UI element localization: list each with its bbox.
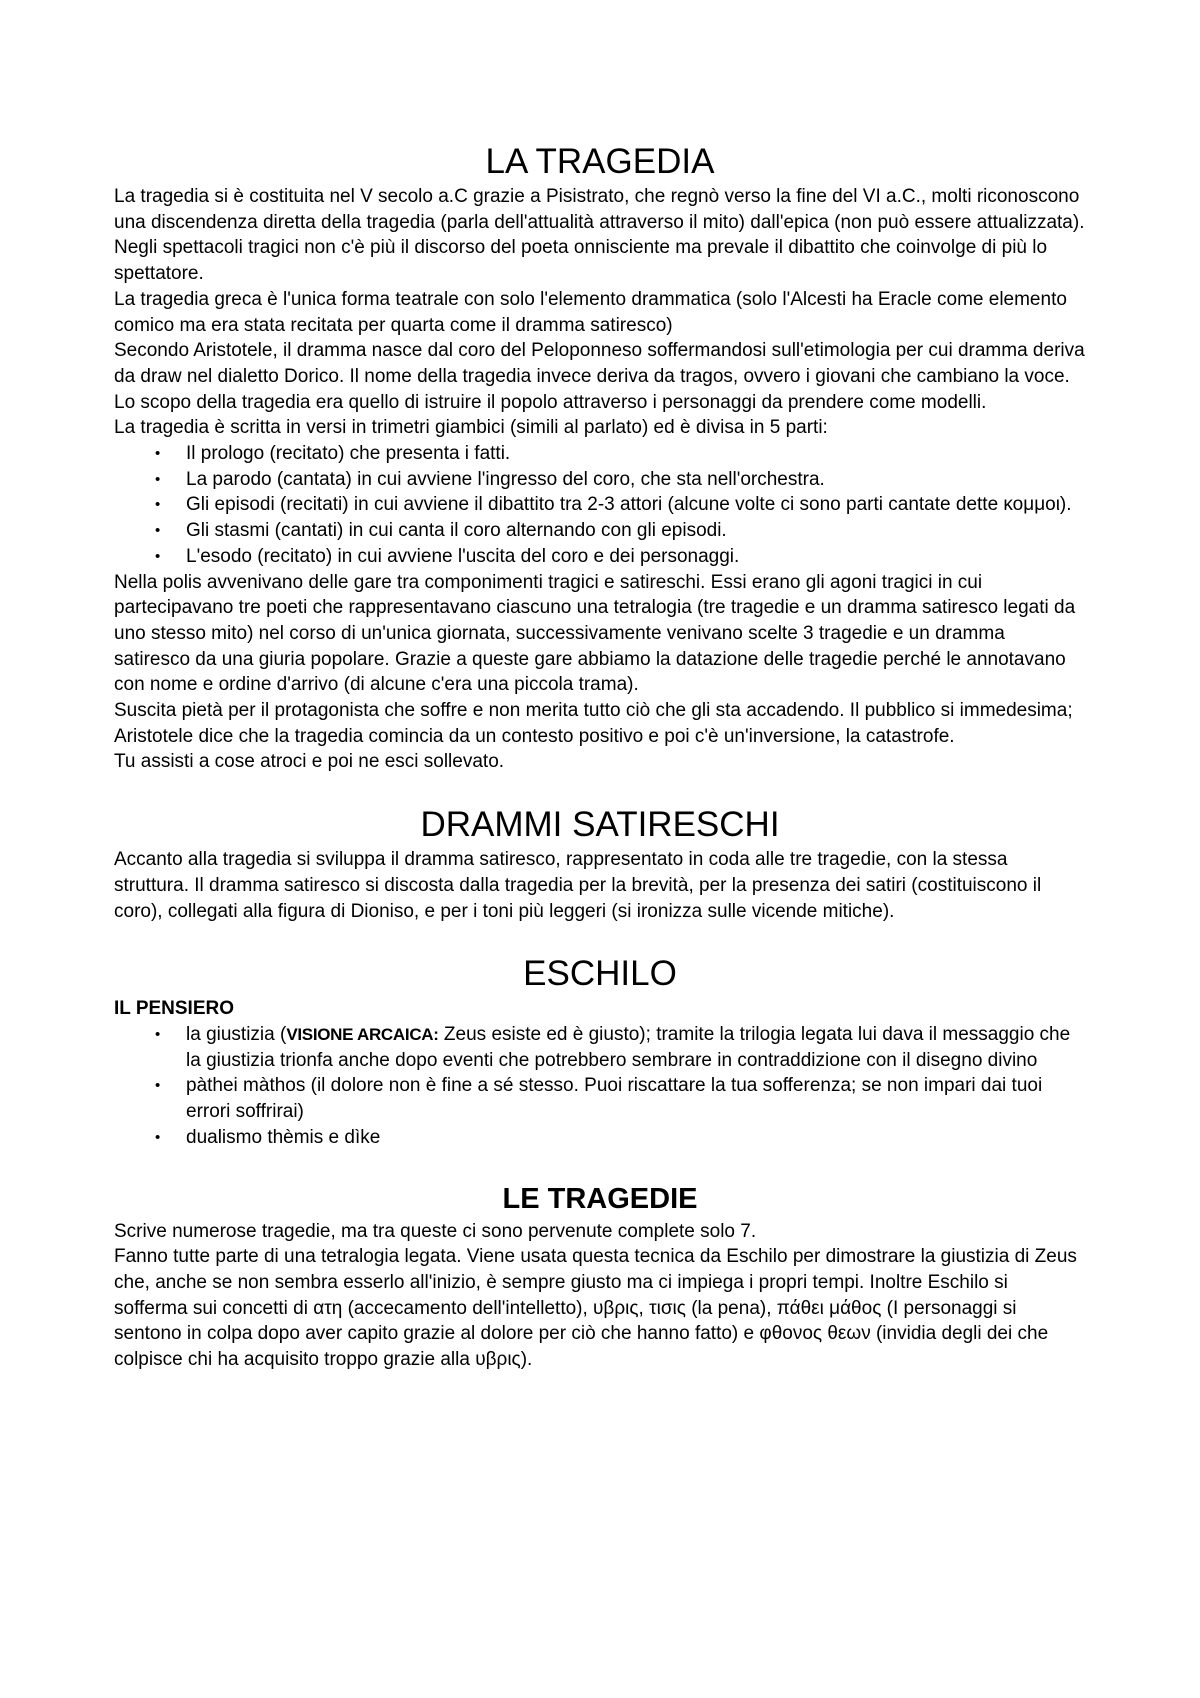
list-item [155, 441, 1086, 467]
paragraph: Nella polis avvenivano delle gare tra componimenti tragici e satireschi. Essi erano gli agoni tragici in cui partecipavano tre poeti che rappresentavano ciascuno una tetralogia (tre tragedie e un dramma satiresco legati da uno stesso mito) nel corso di un'unica giornata, successivamente venivano scelte 3 tragedie e un dramma satiresco da una giuria popolare. Grazie a queste gare abbiamo la datazione delle tragedie perché le annotavano con nome e ordine d'arrivo (di alcune c'era una piccola trama). [114, 571, 1076, 696]
list-item-text-pre: la giustizia ( [186, 1023, 287, 1045]
list-item-text: Il prologo (recitato) che presenta i fatti. [186, 443, 511, 465]
list-item [155, 1073, 1086, 1124]
paragraph: Accanto alla tragedia si sviluppa il dramma satiresco, rappresentato in coda alle tre tragedie, con la stessa struttura. Il dramma satiresco si discosta dalla tragedia per la brevità, per la presenza dei satiri (costituiscono il coro), collegati alla figura di Dioniso, e per i toni più leggeri (si ironizza sulle vicende mitiche). [114, 849, 1042, 922]
section-eschilo [114, 952, 1086, 1150]
bullet-icon: • [155, 547, 161, 565]
list-item-text-post: Zeus esiste ed è giusto); tramite la trilogia legata lui dava il messaggio che la giustizia trionfa anche dopo eventi che potrebbero sembrare in contraddizione con il disegno divino [186, 1023, 1071, 1071]
list-item-text: Gli episodi (recitati) in cui avviene il dibattito tra 2-3 attori (alcune volte ci sono parti cantate dette κομμοι). [186, 494, 1072, 516]
paragraph: Fanno tutte parte di una tetralogia legata. Viene usata questa tecnica da Eschilo per dimostrare la giustizia di Zeus che, anche se non sembra esserlo all'inizio, è sempre giusto ma ci impiega i propri tempi. Inoltre Eschilo si sofferma sui concetti di ατη (accecamento dell'intelletto), υβρις, τισις (la pena), πάθει μάθος (I personaggi si sentono in colpa dopo aver capito grazie al dolore per ciò che hanno fatto) e φθονος θεων (invidia degli dei che colpisce chi ha acquisito troppo grazie alla υβρις). [114, 1246, 1077, 1371]
title-eschilo: ESCHILO [523, 954, 677, 994]
pensiero-list [114, 1022, 1086, 1151]
section-drammi-satireschi [114, 803, 1086, 924]
list-item [155, 544, 1086, 570]
title-le-tragedie: LE TRAGEDIE [502, 1182, 698, 1215]
title-tragedia: LA TRAGEDIA [485, 142, 715, 181]
bullet-icon: • [155, 1025, 161, 1043]
section-tragedia [114, 140, 1086, 775]
paragraph: Scrive numerose tragedie, ma tra queste ci sono pervenute complete solo 7. [114, 1220, 757, 1242]
list-item-text: Gli stasmi (cantati) in cui canta il coro alternando con gli episodi. [186, 520, 727, 542]
list-item-text-bold: VISIONE ARCAICA: [286, 1024, 439, 1044]
list-item-text: dualismo thèmis e dìke [186, 1126, 381, 1148]
tragedy-parts-list [114, 441, 1086, 570]
paragraph: La tragedia si è costituita nel V secolo a.C grazie a Pisistrato, che regnò verso la fine del VI a.C., molti riconoscono una discendenza diretta della tragedia (parla dell'attualità attraverso il mito) dall'epica (non può essere attualizzata). Negli spettacoli tragici non c'è più il discorso del poeta onnisciente ma prevale il dibattito che coinvolge di più lo spettatore. [114, 186, 1085, 285]
bullet-icon: • [155, 496, 161, 514]
paragraph: Lo scopo della tragedia era quello di istruire il popolo attraverso i personaggi da prendere come modelli. [114, 391, 987, 413]
bullet-icon: • [155, 470, 161, 488]
bullet-icon: • [155, 522, 161, 540]
paragraph: La tragedia è scritta in versi in trimetri giambici (simili al parlato) ed è divisa in 5 parti: [114, 417, 828, 439]
list-item [155, 518, 1086, 544]
paragraph: Secondo Aristotele, il dramma nasce dal coro del Peloponneso soffermandosi sull'etimologia per cui dramma deriva da draw nel dialetto Dorico. Il nome della tragedia invece deriva da tragos, ovvero i giovani che cambiano la voce. [114, 340, 1085, 387]
list-item [155, 492, 1086, 518]
paragraph: Suscita pietà per il protagonista che soffre e non merita tutto ciò che gli sta accadendo. Il pubblico si immedesima; Aristotele dice che la tragedia comincia da un contesto positivo e poi c'è un'inversione, la catastrofe. [114, 700, 1073, 747]
subheading-pensiero: IL PENSIERO [114, 998, 235, 1020]
bullet-icon: • [155, 1128, 161, 1146]
list-item [155, 1125, 1086, 1151]
paragraph: Tu assisti a cose atroci e poi ne esci sollevato. [114, 751, 505, 773]
paragraph: La tragedia greca è l'unica forma teatrale con solo l'elemento drammatica (solo l'Alcesti ha Eracle come elemento comico ma era stata recitata per quarta come il dramma satiresco) [114, 288, 1067, 336]
bullet-icon: • [155, 445, 161, 463]
list-item-text: L'esodo (recitato) in cui avviene l'uscita del coro e dei personaggi. [186, 545, 740, 567]
list-item [155, 1022, 1086, 1073]
title-drammi-satireschi: DRAMMI SATIRESCHI [420, 805, 780, 845]
list-item-text: pàthei màthos (il dolore non è fine a sé stesso. Puoi riscattare la tua sofferenza; se non impari dai tuoi errori soffrirai) [186, 1075, 1043, 1123]
list-item [155, 467, 1086, 493]
bullet-icon: • [155, 1077, 161, 1095]
list-item-text: La parodo (cantata) in cui avviene l'ingresso del coro, che sta nell'orchestra. [186, 468, 825, 490]
section-le-tragedie [114, 1179, 1086, 1373]
